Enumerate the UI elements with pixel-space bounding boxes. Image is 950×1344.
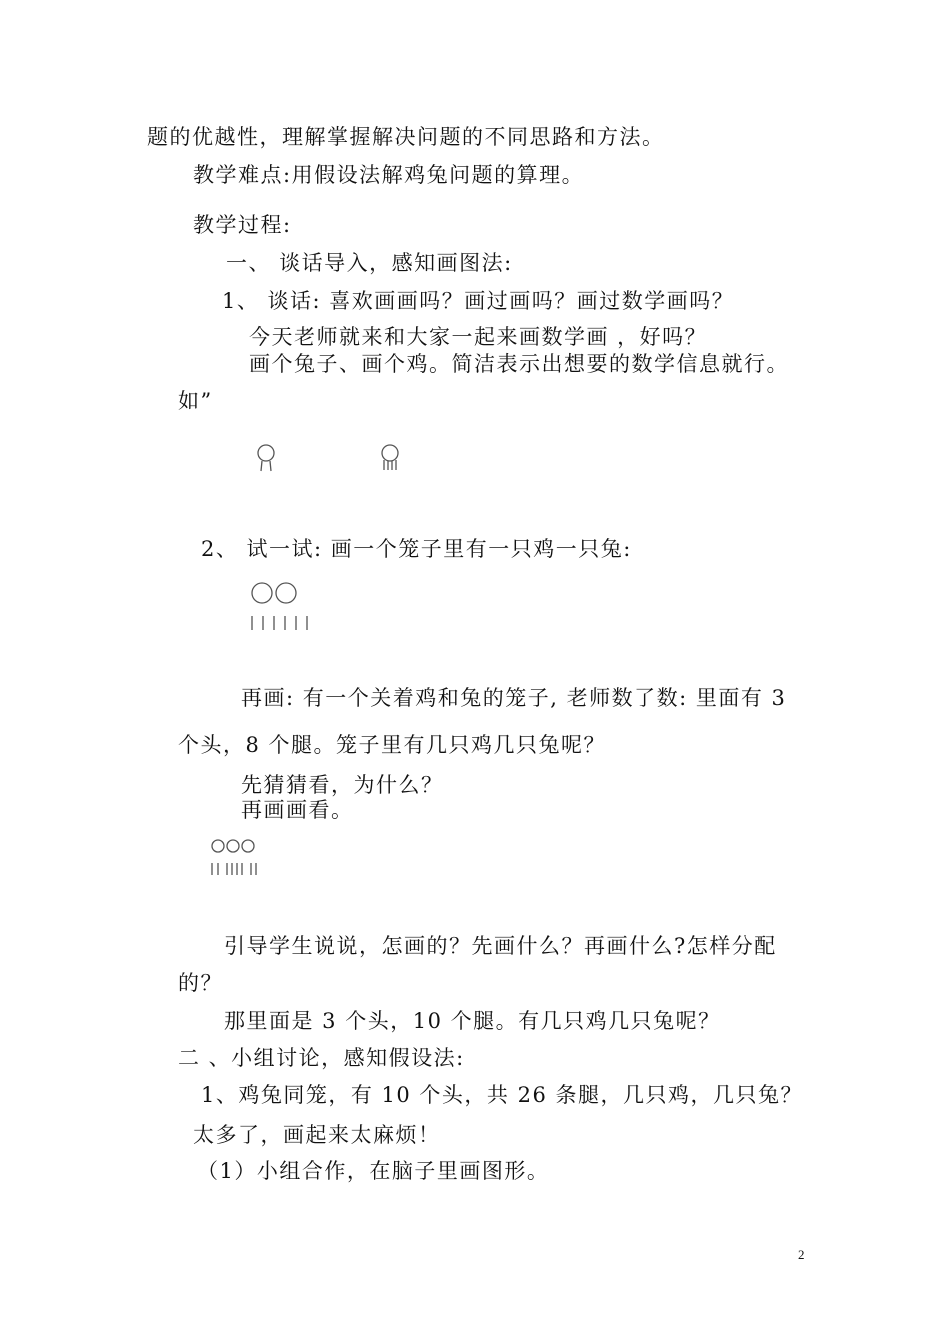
text-line: 一、 谈话导入，感知画图法: xyxy=(226,251,513,275)
text-line: 教学过程: xyxy=(193,213,292,237)
text-line: 画个兔子、画个鸡。简洁表示出想要的数学信息就行。 xyxy=(249,352,789,376)
text-line: 再画画看。 xyxy=(241,798,354,822)
leg-strokes xyxy=(212,863,256,875)
text-line: 2、 试一试: 画一个笼子里有一只鸡一只兔: xyxy=(201,537,632,561)
text-line: 题的优越性，理解掌握解决问题的不同思路和方法。 xyxy=(147,125,665,149)
three-heads-eight-legs-drawing xyxy=(208,836,278,878)
rabbit-icon xyxy=(382,445,398,470)
chicken-rabbit-sketch xyxy=(250,442,410,476)
text-line: 今天老师就来和大家一起来画数学画 ，好吗？ xyxy=(249,325,708,349)
head-circles xyxy=(212,840,254,852)
text-line: 先猜猜看，为什么？ xyxy=(241,773,444,797)
text-line: 如” xyxy=(178,389,213,413)
text-line: 太多了，画起来太麻烦！ xyxy=(193,1123,441,1147)
head-circles xyxy=(252,583,296,603)
text-line: 的？ xyxy=(178,971,223,995)
text-line: （1）小组合作，在脑子里画图形。 xyxy=(197,1159,550,1183)
one-chicken-one-rabbit-drawing xyxy=(240,572,330,634)
text-line: 教学难点:用假设法解鸡兔问题的算理。 xyxy=(193,163,585,187)
text-line: 二 、小组讨论，感知假设法: xyxy=(178,1046,465,1070)
text-line: 个头，8 个腿。笼子里有几只鸡几只兔呢？ xyxy=(178,733,607,757)
text-line: 那里面是 3 个头，10 个腿。有几只鸡几只兔呢？ xyxy=(224,1009,721,1033)
chicken-icon xyxy=(258,445,274,471)
page-number: 2 xyxy=(798,1247,805,1262)
leg-strokes xyxy=(252,616,307,630)
text-line: 1、鸡兔同笼，有 10 个头，共 26 条腿，几只鸡，几只兔？ xyxy=(201,1083,804,1107)
text-line: 引导学生说说，怎画的？先画什么？再画什么?怎样分配 xyxy=(224,934,777,958)
text-line: 再画: 有一个关着鸡和兔的笼子, 老师数了数: 里面有 3 xyxy=(241,686,787,710)
text-line: 1、 谈话: 喜欢画画吗？画过画吗？画过数学画吗？ xyxy=(222,289,735,313)
